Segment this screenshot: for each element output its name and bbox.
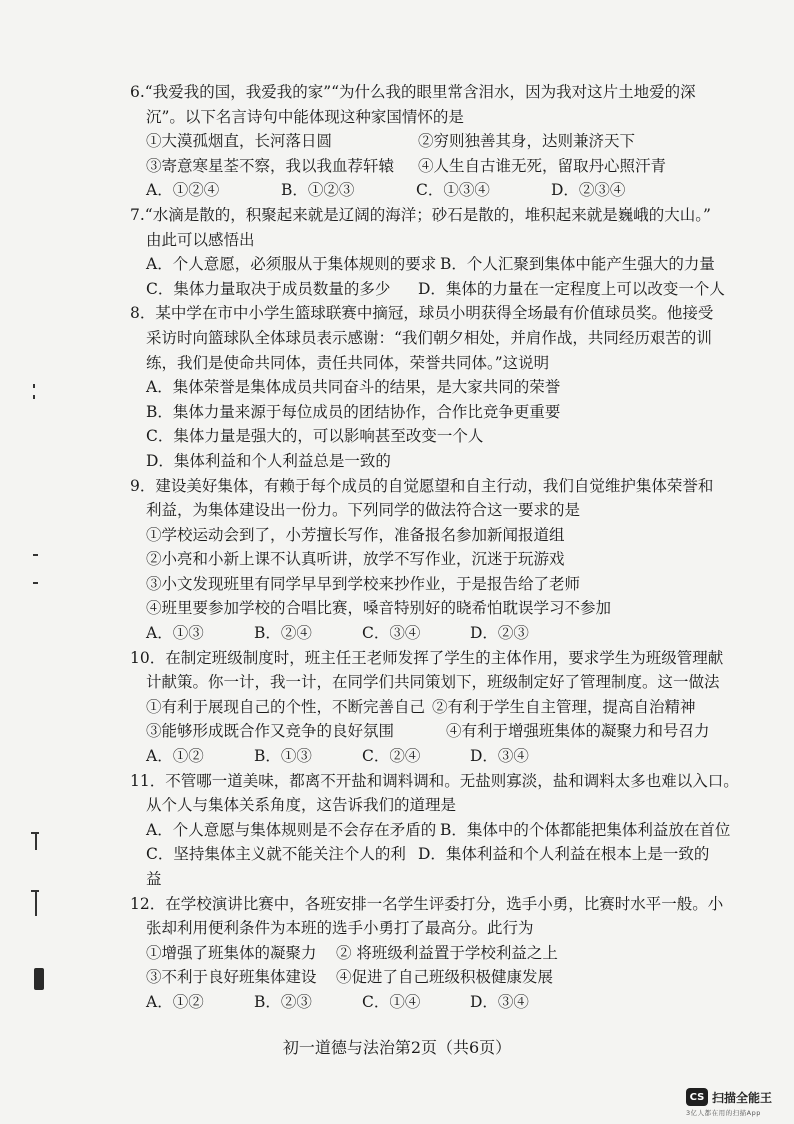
item: ③不利于良好班集体建设 xyxy=(146,968,317,987)
question-6 xyxy=(130,80,742,203)
item: ④促进了自己班级积极健康发展 xyxy=(336,968,554,987)
option-d[interactable]: D．③④ xyxy=(470,992,529,1011)
question-12 xyxy=(130,892,742,1015)
question-stem: 练，我们是使命共同体，责任共同体，荣誉共同体。”这说明 xyxy=(146,353,550,372)
item-row xyxy=(142,129,742,154)
item-row xyxy=(142,695,742,720)
option-d[interactable]: D．集体利益和个人利益总是一致的 xyxy=(146,451,391,470)
option-row xyxy=(142,252,742,277)
item: ②有利于学生自主管理，提高自治精神 xyxy=(432,697,696,716)
option-b[interactable]: B．集体中的个体都能把集体利益放在首位 xyxy=(440,820,731,839)
question-stem: 8．某中学在市中小学生篮球联赛中摘冠，球员小明获得全场最有价值球员奖。他接受 xyxy=(130,304,714,323)
question-stem: 12．在学校演讲比赛中，各班安排一名学生评委打分，选手小勇，比赛时水平一般。小 xyxy=(130,894,724,913)
question-11 xyxy=(130,769,742,892)
binding-mark xyxy=(35,892,37,916)
option-row xyxy=(142,818,742,843)
question-stem: 计献策。你一计，我一计，在同学们共同策划下，班级制定好了管理制度。这一做法 xyxy=(146,673,720,692)
item: ③寄意寒星荃不察，我以我血荐轩辕 xyxy=(146,156,395,175)
option-b[interactable]: B．集体力量来源于每位成员的团结协作，合作比竞争更重要 xyxy=(146,402,561,421)
option-a[interactable]: A．个人意愿与集体规则是不会存在矛盾的 xyxy=(146,820,437,839)
question-stem: 沉”。以下名言诗句中能体现这种家国情怀的是 xyxy=(146,107,464,126)
binding-mark xyxy=(33,384,35,388)
item-row xyxy=(142,965,742,990)
binding-mark xyxy=(33,554,38,556)
option-row xyxy=(142,744,742,769)
question-stem: 6.“我爱我的国，我爱我的家”“为什么我的眼里常含泪水，因为我对这片土地爱的深 xyxy=(130,83,696,101)
option-c[interactable]: C．①④ xyxy=(362,992,421,1011)
option-a[interactable]: A．①② xyxy=(146,992,204,1011)
option-row xyxy=(142,842,742,891)
question-stem: 张却利用便利条件为本班的选手小勇打了最高分。此行为 xyxy=(146,919,534,938)
option-d[interactable]: D．③④ xyxy=(470,747,529,766)
question-stem: 由此可以感悟出 xyxy=(146,230,255,249)
item-row xyxy=(142,719,742,744)
option-c[interactable]: C．①③④ xyxy=(416,181,490,200)
question-stem: 10．在制定班级制度时，班主任王老师发挥了学生的主体作用，要求学生为班级管理献 xyxy=(130,648,724,667)
question-stem: 利益，为集体建设出一份力。下列同学的做法符合这一要求的是 xyxy=(146,501,581,520)
option-c[interactable]: C．③④ xyxy=(362,624,421,643)
item: ①增强了班集体的凝聚力 xyxy=(146,943,317,962)
option-c[interactable]: C．②④ xyxy=(362,747,421,766)
question-stem: 从个人与集体关系角度，这告诉我们的道理是 xyxy=(146,796,457,815)
question-10 xyxy=(130,646,742,769)
binding-mark xyxy=(34,968,44,990)
option-c[interactable]: C．集体力量是强大的，可以影响甚至改变一个人 xyxy=(146,427,484,446)
page-footer: 初一道德与法治第2页（共6页） xyxy=(282,1038,512,1057)
option-a[interactable]: A．个人意愿，必须服从于集体规则的要求 xyxy=(146,255,437,274)
option-d[interactable]: D．②③ xyxy=(470,624,529,643)
item: ④班里要参加学校的合唱比赛，嗓音特别好的晓希怕耽误学习不参加 xyxy=(146,599,612,618)
item-row xyxy=(142,941,742,966)
question-list xyxy=(130,80,742,1015)
option-c[interactable]: C．集体力量取决于成员数量的多少 xyxy=(146,279,391,298)
question-stem: 采访时向篮球队全体球员表示感谢：“我们朝夕相处，并肩作战，共同经历艰苦的训 xyxy=(146,328,712,347)
item: ①有利于展现自己的个性，不断完善自己 xyxy=(146,697,426,716)
option-d[interactable]: D．②③④ xyxy=(551,181,626,200)
option-row xyxy=(142,277,742,302)
item: ③能够形成既合作又竞争的良好氛围 xyxy=(146,722,395,741)
item: ②小亮和小新上课不认真听讲，放学不写作业，沉迷于玩游戏 xyxy=(146,550,565,569)
option-b[interactable]: B．个人汇聚到集体中能产生强大的力量 xyxy=(440,255,715,274)
binding-mark xyxy=(33,395,35,399)
scanner-name: 扫描全能王 xyxy=(712,1090,773,1105)
question-8 xyxy=(130,301,742,473)
scanner-tagline: 3亿人都在用的扫描App xyxy=(686,1109,761,1117)
question-stem: 9．建设美好集体，有赖于每个成员的自觉愿望和自主行动，我们自觉维护集体荣誉和 xyxy=(130,476,714,495)
option-b[interactable]: B．②③ xyxy=(254,992,312,1011)
option-b[interactable]: B．②④ xyxy=(254,624,312,643)
item: ②穷则独善其身，达则兼济天下 xyxy=(418,132,636,151)
option-a[interactable]: A．①③ xyxy=(146,624,204,643)
binding-mark xyxy=(35,832,37,850)
item: ④有利于增强班集体的凝聚力和号召力 xyxy=(446,722,710,741)
item-row xyxy=(142,154,742,179)
item: ② 将班级利益置于学校利益之上 xyxy=(336,943,558,962)
option-c[interactable]: C．坚持集体主义就不能关注个人的利益 xyxy=(146,845,406,888)
scanner-badge xyxy=(686,1088,772,1106)
option-b[interactable]: B．①③ xyxy=(254,747,312,766)
question-7 xyxy=(130,203,742,301)
option-row xyxy=(142,621,742,646)
option-row xyxy=(142,178,742,203)
item: ①大漠孤烟直，长河落日圆 xyxy=(146,132,333,151)
question-9 xyxy=(130,474,742,646)
option-a[interactable]: A．集体荣誉是集体成员共同奋斗的结果，是大家共同的荣誉 xyxy=(146,378,561,397)
question-stem: 7.“水滴是散的，积聚起来就是辽阔的海洋；砂石是散的，堆积起来就是巍峨的大山。” xyxy=(130,205,711,224)
item: ③小文发现班里有同学早早到学校来抄作业，于是报告给了老师 xyxy=(146,574,581,593)
option-a[interactable]: A．①②④ xyxy=(146,181,220,200)
camscanner-logo-icon: CS xyxy=(686,1088,708,1106)
option-d[interactable]: D．集体的力量在一定程度上可以改变一个人 xyxy=(418,279,725,298)
item: ①学校运动会到了，小芳擅长写作，准备报名参加新闻报道组 xyxy=(146,525,565,544)
option-row xyxy=(142,990,742,1015)
item: ④人生自古谁无死，留取丹心照汗青 xyxy=(418,156,667,175)
option-a[interactable]: A．①② xyxy=(146,747,204,766)
binding-mark xyxy=(33,582,38,584)
question-stem: 11．不管哪一道美味，都离不开盐和调料调和。无盐则寡淡，盐和调料太多也难以入口。 xyxy=(130,771,739,790)
option-b[interactable]: B．①②③ xyxy=(281,181,355,200)
option-d[interactable]: D．集体利益和个人利益在根本上是一致的 xyxy=(418,845,710,864)
